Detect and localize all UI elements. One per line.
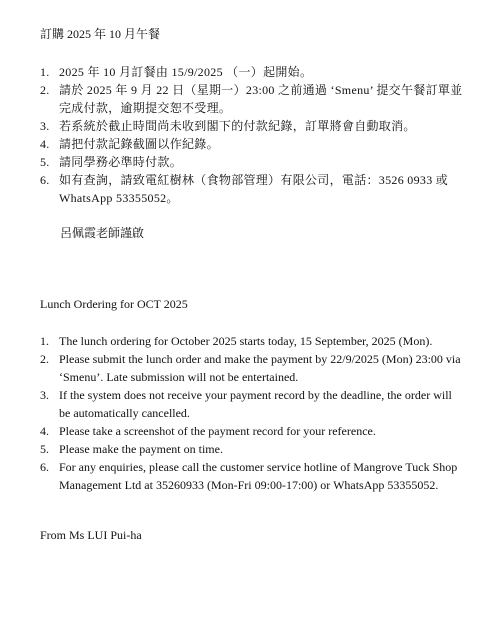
- zh-notice-list: [40, 63, 463, 207]
- list-item: [40, 332, 463, 350]
- item-text: 請於 2025 年 9 月 22 日（星期一）23:00 之前通過 ‘Smenu’ 提交午餐訂單並完成付款，逾期提交恕不受理。: [59, 83, 463, 115]
- en-title: Lunch Ordering for OCT 2025: [40, 297, 188, 311]
- en-signature: From Ms LUI Pui-ha: [40, 528, 142, 542]
- item-text: 2025 年 10 月訂餐由 15/9/2025 （一）起開始。: [59, 65, 313, 79]
- item-text: 請把付款記錄截圖以作紀錄。: [59, 137, 219, 151]
- list-item: [40, 171, 463, 207]
- item-number: 4.: [40, 137, 50, 151]
- item-text: 如有查詢，請致電紅樹林（食物部管理）有限公司，電話：3526 0933 或 WhatsApp 53355052。: [59, 173, 449, 205]
- list-item: [40, 135, 463, 153]
- list-item: [40, 386, 463, 422]
- list-item: [40, 350, 463, 386]
- item-text: For any enquiries, please call the customer service hotline of Mangrove Tuck Shop Management Ltd at 35260933 (Mon-Fri 09:00-17:00) or WhatsApp 53355052.: [59, 460, 458, 492]
- zh-title: 訂購 2025 年 10 月午餐: [40, 27, 161, 41]
- item-number: 5.: [40, 442, 49, 456]
- item-number: 6.: [40, 460, 49, 474]
- item-number: 6.: [40, 173, 50, 187]
- item-number: 5.: [40, 155, 50, 169]
- item-number: 3.: [40, 119, 50, 133]
- list-item: [40, 440, 463, 458]
- en-notice-list: [40, 332, 463, 494]
- list-item: [40, 63, 463, 81]
- item-text: If the system does not receive your payment record by the deadline, the order will be automatically cancelled.: [59, 388, 452, 420]
- item-number: 1.: [40, 334, 49, 348]
- list-item: [40, 117, 463, 135]
- item-number: 2.: [40, 83, 50, 97]
- zh-signature: 呂佩霞老師謹啟: [60, 226, 145, 240]
- item-text: 請同學務必準時付款。: [59, 155, 183, 169]
- list-item: [40, 458, 463, 494]
- item-text: 若系統於截止時間尚未收到閣下的付款紀錄，訂單將會自動取消。: [59, 119, 416, 133]
- item-number: 3.: [40, 388, 49, 402]
- item-text: The lunch ordering for October 2025 starts today, 15 September, 2025 (Mon).: [59, 334, 433, 348]
- item-number: 2.: [40, 352, 49, 366]
- list-item: [40, 153, 463, 171]
- list-item: [40, 422, 463, 440]
- item-number: 1.: [40, 65, 50, 79]
- list-item: [40, 81, 463, 117]
- item-number: 4.: [40, 424, 49, 438]
- item-text: Please submit the lunch order and make the payment by 22/9/2025 (Mon) 23:00 via ‘Smenu’. Late submission will not be entertained.: [59, 352, 461, 384]
- item-text: Please take a screenshot of the payment record for your reference.: [59, 424, 376, 438]
- item-text: Please make the payment on time.: [59, 442, 223, 456]
